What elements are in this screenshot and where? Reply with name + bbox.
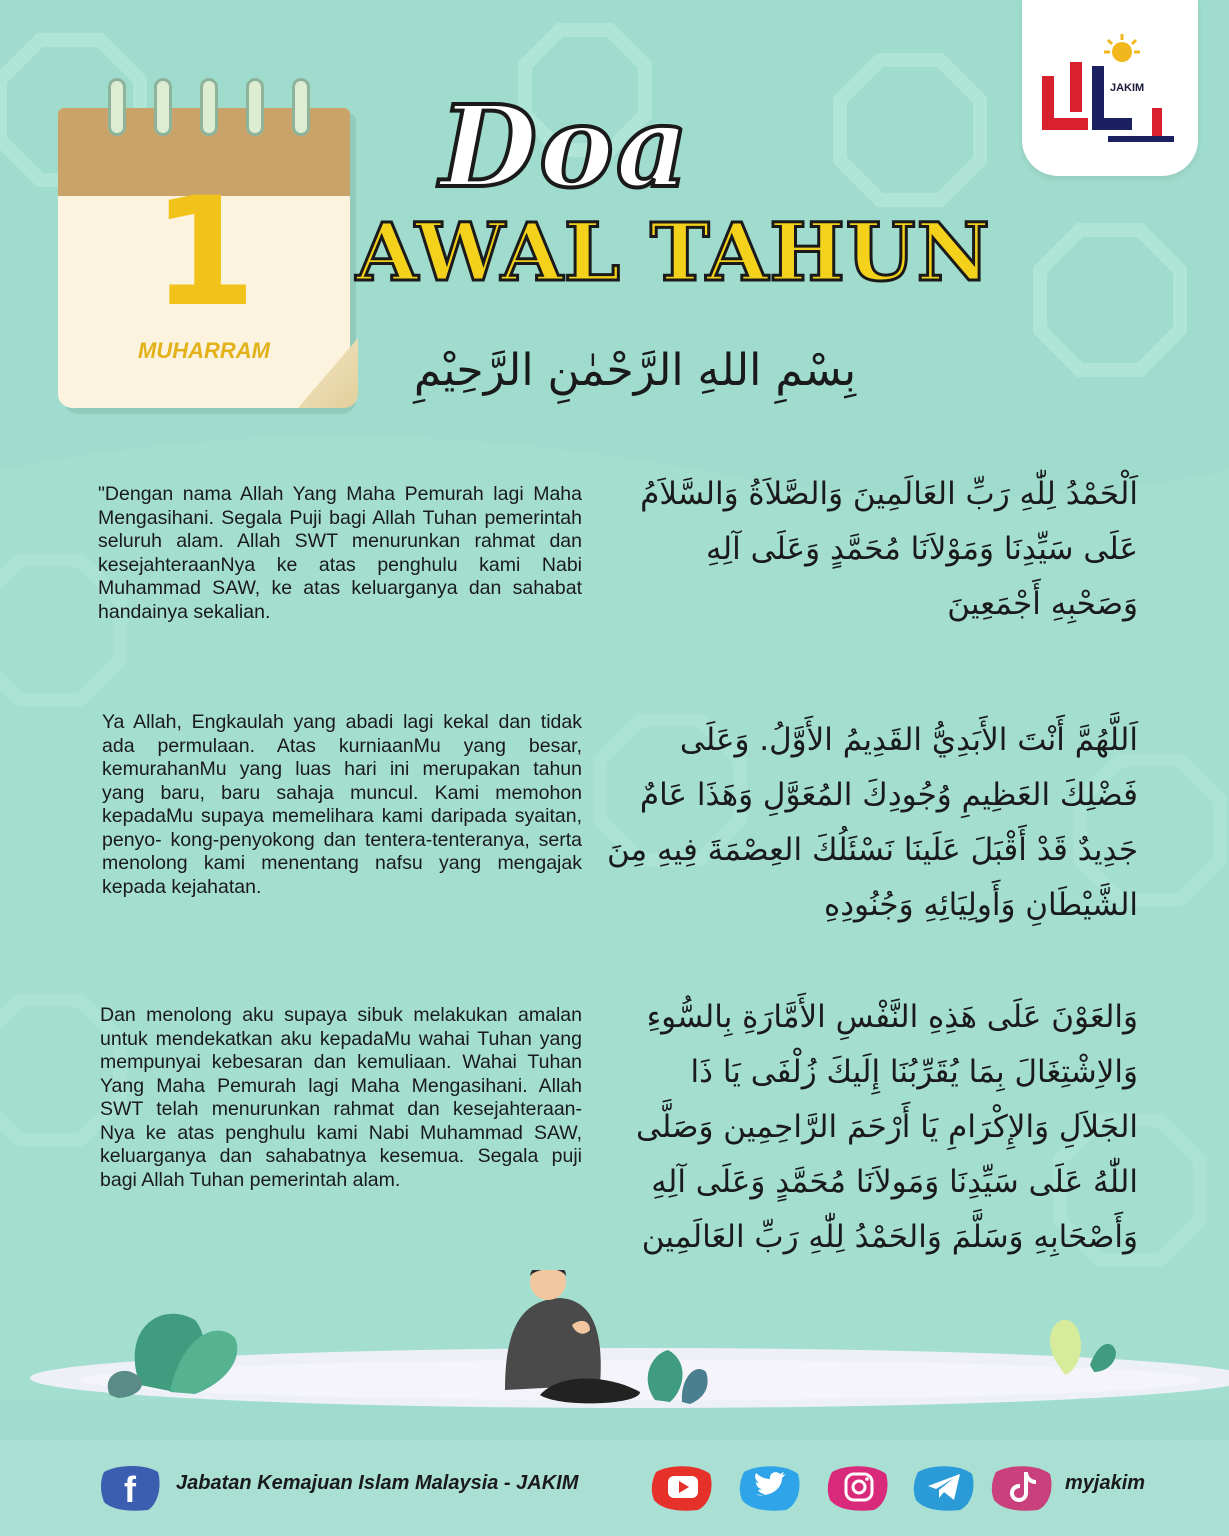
facebook-page-name[interactable]: Jabatan Kemajuan Islam Malaysia - JAKIM xyxy=(176,1472,579,1494)
calendar-ring xyxy=(200,78,218,136)
bismillah-calligraphy: بِسْمِ اللهِ الرَّحْمٰنِ الرَّحِيْمِ xyxy=(413,345,857,396)
tiktok-icon[interactable] xyxy=(990,1462,1054,1512)
arabic-paragraph-3: وَالعَوْنَ عَلَى هَذِهِ النَّفْسِ الأَمَّارَةِ بِالسُّوءِ وَالاِشْتِغَالَ بِمَا يُقَرِّبُنَا إِلَيكَ زُلْفَى يَا ذَا الجَلاَلِ وَالإِكْرَامِ يَا أَرْحَمَ الرَّاحِمِين وَصَلَّى اللّٰهُ عَلَى سَيِّدِنَا وَمَولاَنَا مُحَمَّدٍ وَعَلَى آلِهِ وَأَصْحَابِهِ وَسَلَّمَ وَالحَمْدُ لِلّٰهِ رَبِّ العَالَمِين xyxy=(636,999,1138,1255)
translation-paragraph-1: "Dengan nama Allah Yang Maha Pemurah lagi Maha Mengasihani. Segala Puji bagi Allah Tuhan pemerintah seluruh alam. Allah SWT menurunkan rahmat dan kesejahteraanNya ke atas penghulu kami Nabi Muhammad SAW, ke atas keluarganya dan sahabat handainya sekalian. xyxy=(98,483,582,623)
calendar-month: MUHARRAM xyxy=(138,338,270,363)
calendar-ring xyxy=(154,78,172,136)
calendar-ring xyxy=(108,78,126,136)
facebook-icon[interactable] xyxy=(100,1462,162,1512)
instagram-icon[interactable] xyxy=(826,1462,890,1512)
svg-text:f: f xyxy=(124,1469,136,1510)
youtube-icon[interactable] xyxy=(650,1462,714,1512)
calendar-day-number: 1 xyxy=(151,166,257,340)
praying-man-illustration xyxy=(0,1270,1229,1450)
translation-paragraph-2: Ya Allah, Engkaulah yang abadi lagi kekal dan tidak ada permulaan. Atas kurniaanMu yang besar, kemurahanMu yang luas hari ini merupakan tahun yang baru, baru sahaja muncul. Kami memohon kepadaMu supaya memelihara kami daripada syaitan, penyo- kong-penyokong dan tentera-tenteranya, serta menolong kami menentang nafsu yang mengajak kepada kejahatan. xyxy=(102,711,582,898)
calendar-ring xyxy=(246,78,264,136)
calendar-ring xyxy=(292,78,310,136)
calendar-icon xyxy=(58,78,358,408)
twitter-icon[interactable] xyxy=(738,1462,802,1512)
social-handle[interactable]: myjakim xyxy=(1065,1472,1146,1494)
translation-paragraph-3: Dan menolong aku supaya sibuk melakukan amalan untuk mendekatkan aku kepadaMu wahai Tuhan yang mempunyai kebesaran dan kemuliaan. Wahai Tuhan Yang Maha Pemurah lagi Maha Mengasihani. Allah SWT telah menurunkan rahmat dan kesejahteraan- Nya ke atas penghulu kami Nabi Muhammad SAW, keluarganya dan sahabatnya kesemua. Segala puji bagi Allah Tuhan pemerintah alam. xyxy=(100,1004,582,1191)
arabic-paragraph-2: اَللَّهُمَّ أَنْتَ الأَبَدِيُّ القَدِيمُ الأَوَّلُ. وَعَلَى فَضْلِكَ العَظِيمِ وُجُودِكَ المُعَوَّلِ وَهَذَا عَامٌ جَدِيدٌ قَدْ أَقْبَلَ عَلَينَا نَسْئَلُكَ العِصْمَةَ فِيهِ مِنَ الشَّيْطَانِ وَأَولِيَائِهِ وَجُنُودِهِ xyxy=(606,722,1138,923)
telegram-icon[interactable] xyxy=(912,1462,976,1512)
arabic-paragraph-1: اَلْحَمْدُ لِلّٰهِ رَبِّ العَالَمِينَ وَالصَّلاَةُ وَالسَّلاَمُ عَلَى سَيِّدِنَا وَمَوْلاَنَا مُحَمَّدٍ وَعَلَى آلِهِ وَصَحْبِهِ أَجْمَعِينَ xyxy=(640,476,1138,622)
logo-label: JAKIM xyxy=(1110,82,1145,94)
title-awal-tahun: AWAL TAHUN xyxy=(356,205,991,299)
title-doa: Doa xyxy=(440,82,691,213)
